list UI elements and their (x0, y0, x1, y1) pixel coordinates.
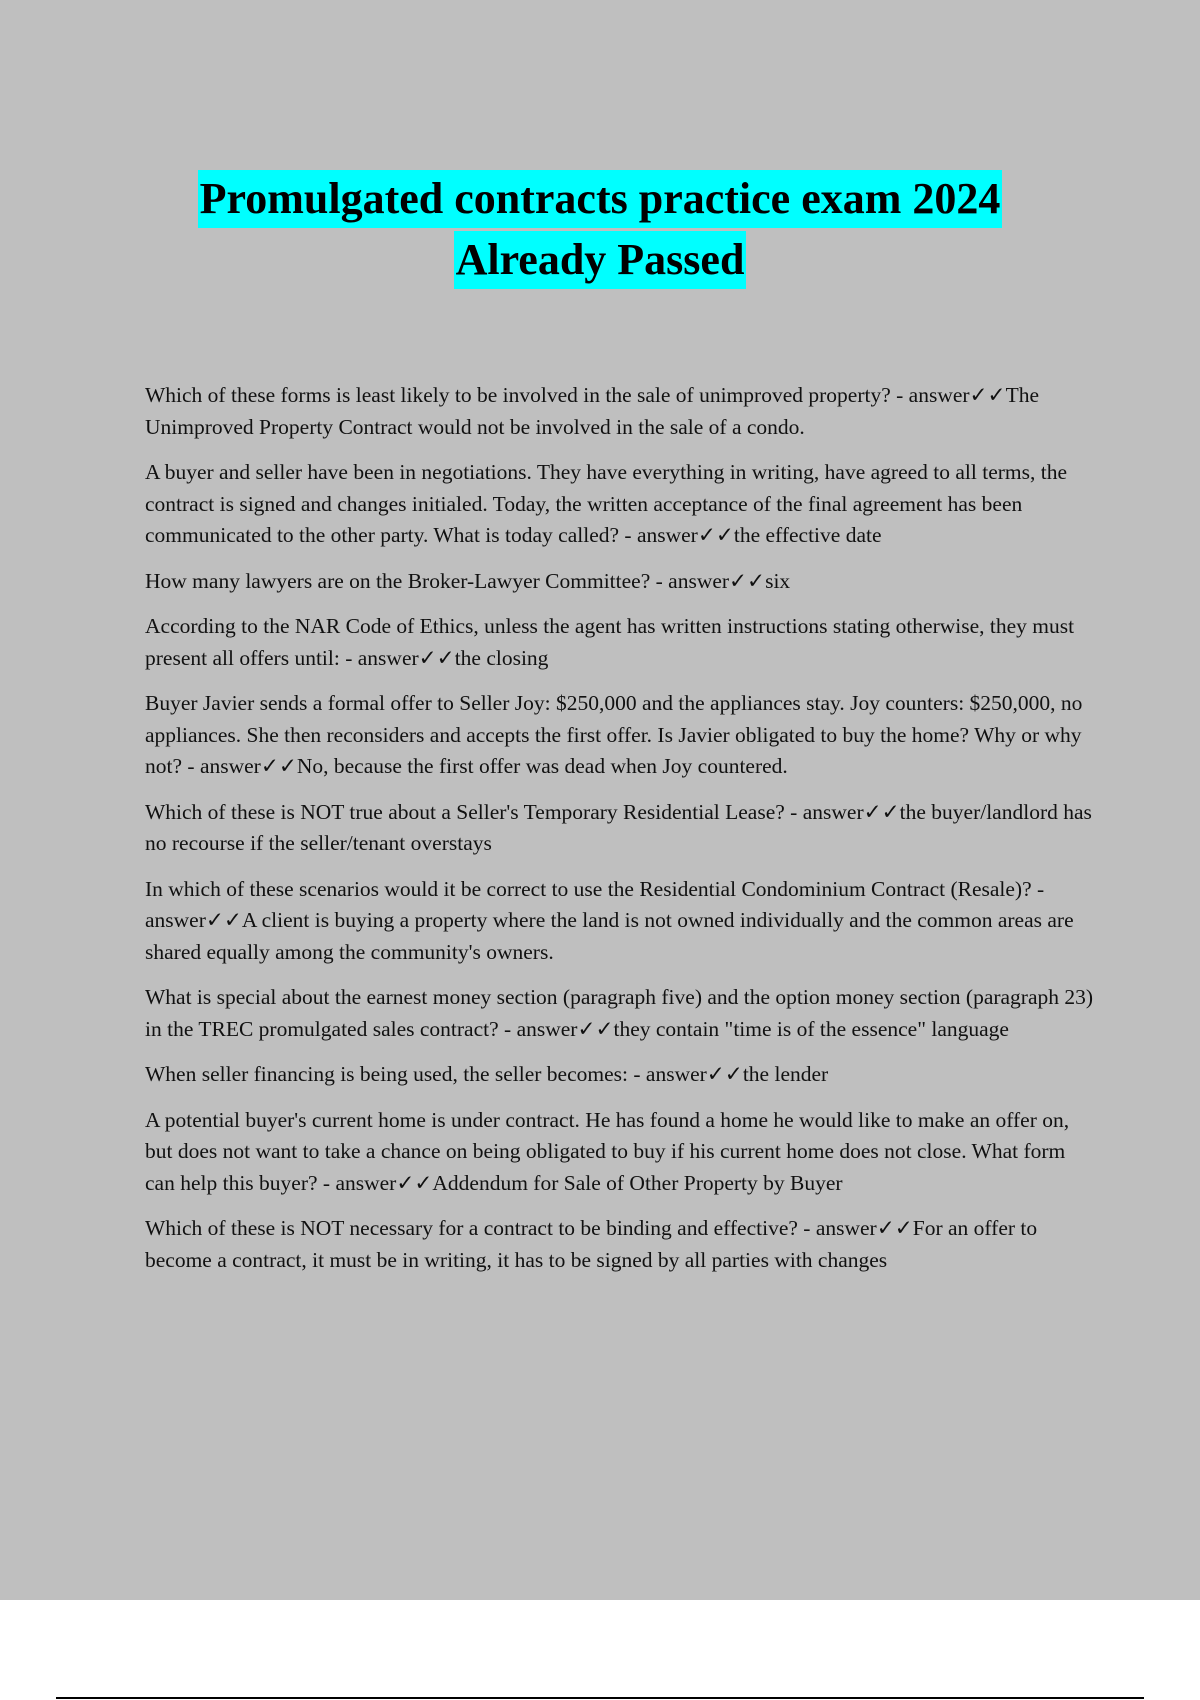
answer-text: No, because the first offer was dead when Joy countered. (296, 754, 788, 778)
qa-item (145, 566, 1095, 598)
answer-marker: answer✓✓ (645, 1062, 743, 1086)
qa-list (145, 380, 1099, 1290)
page-title (0, 170, 1200, 292)
answer-marker: answer✓✓ (815, 1216, 913, 1240)
footer-divider (56, 1697, 1144, 1699)
answer-marker: answer✓✓ (668, 568, 766, 593)
qa-item (145, 1059, 1095, 1091)
answer-marker: answer✓✓ (357, 645, 455, 670)
answer-text: Addendum for Sale of Other Property by Buyer (432, 1170, 843, 1195)
qa-item (145, 457, 1095, 552)
answer-marker: answer✓✓ (199, 754, 297, 778)
answer-text: they contain "time is of the essence" language (613, 1016, 1009, 1041)
question-text: When seller financing is being used, the seller becomes: - (145, 1062, 646, 1086)
question-text: How many lawyers are on the Broker-Lawyer Committee? - (145, 568, 669, 593)
answer-text: A client is buying a property where the land is not owned individually and the common areas are shared equally among the community's owners. (145, 908, 1080, 964)
question-text: A potential buyer's current home is under contract. He has found a home he would like to make an offer on, but does not want to take a chance on being obligated to buy if his current home does not close. What form can help this buyer? - (145, 1107, 1075, 1195)
qa-item (145, 874, 1095, 969)
answer-text: the effective date (733, 523, 882, 547)
answer-marker: answer✓✓ (636, 523, 734, 547)
answer-text: the lender (742, 1062, 829, 1086)
answer-text: the closing (454, 645, 549, 670)
question-text: Buyer Javier sends a formal offer to Seller Joy: $250,000 and the appliances stay. Joy counters: $250,000, no appliances. She then reconsiders and accepts the first offer. Is Javier obligated to buy the home? Why or why not? - (145, 691, 1088, 778)
question-text: In which of these scenarios would it be correct to use the Residential Condominium Contract (Resale)? - (145, 876, 1050, 901)
question-text: Which of these forms is least likely to be involved in the sale of unimproved property? - (145, 383, 909, 407)
qa-item (145, 982, 1099, 1045)
question-text: According to the NAR Code of Ethics, unless the agent has written instructions stating otherwise, they must present all offers until: - (145, 614, 1080, 670)
qa-item (145, 611, 1095, 674)
qa-item (145, 688, 1095, 783)
title-line-1: Promulgated contracts practice exam 2024 (198, 170, 1003, 228)
qa-item (145, 1105, 1095, 1200)
answer-text: The Unimproved Property Contract would not be involved in the sale of a condo. (145, 383, 1045, 439)
question-text: A buyer and seller have been in negotiations. They have everything in writing, have agreed to all terms, the contract is signed and changes initialed. Today, the written acceptance of the final agreement has been communicated to the other party. What is today called? - (145, 460, 1073, 547)
qa-item (145, 1213, 1095, 1276)
answer-marker: answer✓✓ (516, 1016, 614, 1041)
answer-marker: answer✓✓ (802, 799, 900, 824)
question-text: Which of these is NOT necessary for a contract to be binding and effective? - (145, 1216, 816, 1240)
question-text: Which of these is NOT true about a Seller's Temporary Residential Lease? - (145, 799, 803, 824)
answer-text: the buyer/landlord has no recourse if the seller/tenant overstays (145, 799, 1098, 855)
answer-text: For an offer to become a contract, it must be in writing, it has to be signed by all parties with changes (145, 1216, 1043, 1272)
question-text: What is special about the earnest money section (paragraph five) and the option money section (paragraph 23) in the TREC promulgated sales contract? - (145, 985, 1099, 1041)
answer-marker: answer✓✓ (908, 383, 1006, 407)
title-line-2: Already Passed (454, 231, 747, 289)
answer-marker: answer✓✓ (335, 1170, 433, 1195)
answer-marker: answer✓✓ (145, 908, 242, 932)
qa-item (145, 797, 1098, 860)
qa-item (145, 380, 1095, 443)
answer-text: six (765, 568, 791, 593)
